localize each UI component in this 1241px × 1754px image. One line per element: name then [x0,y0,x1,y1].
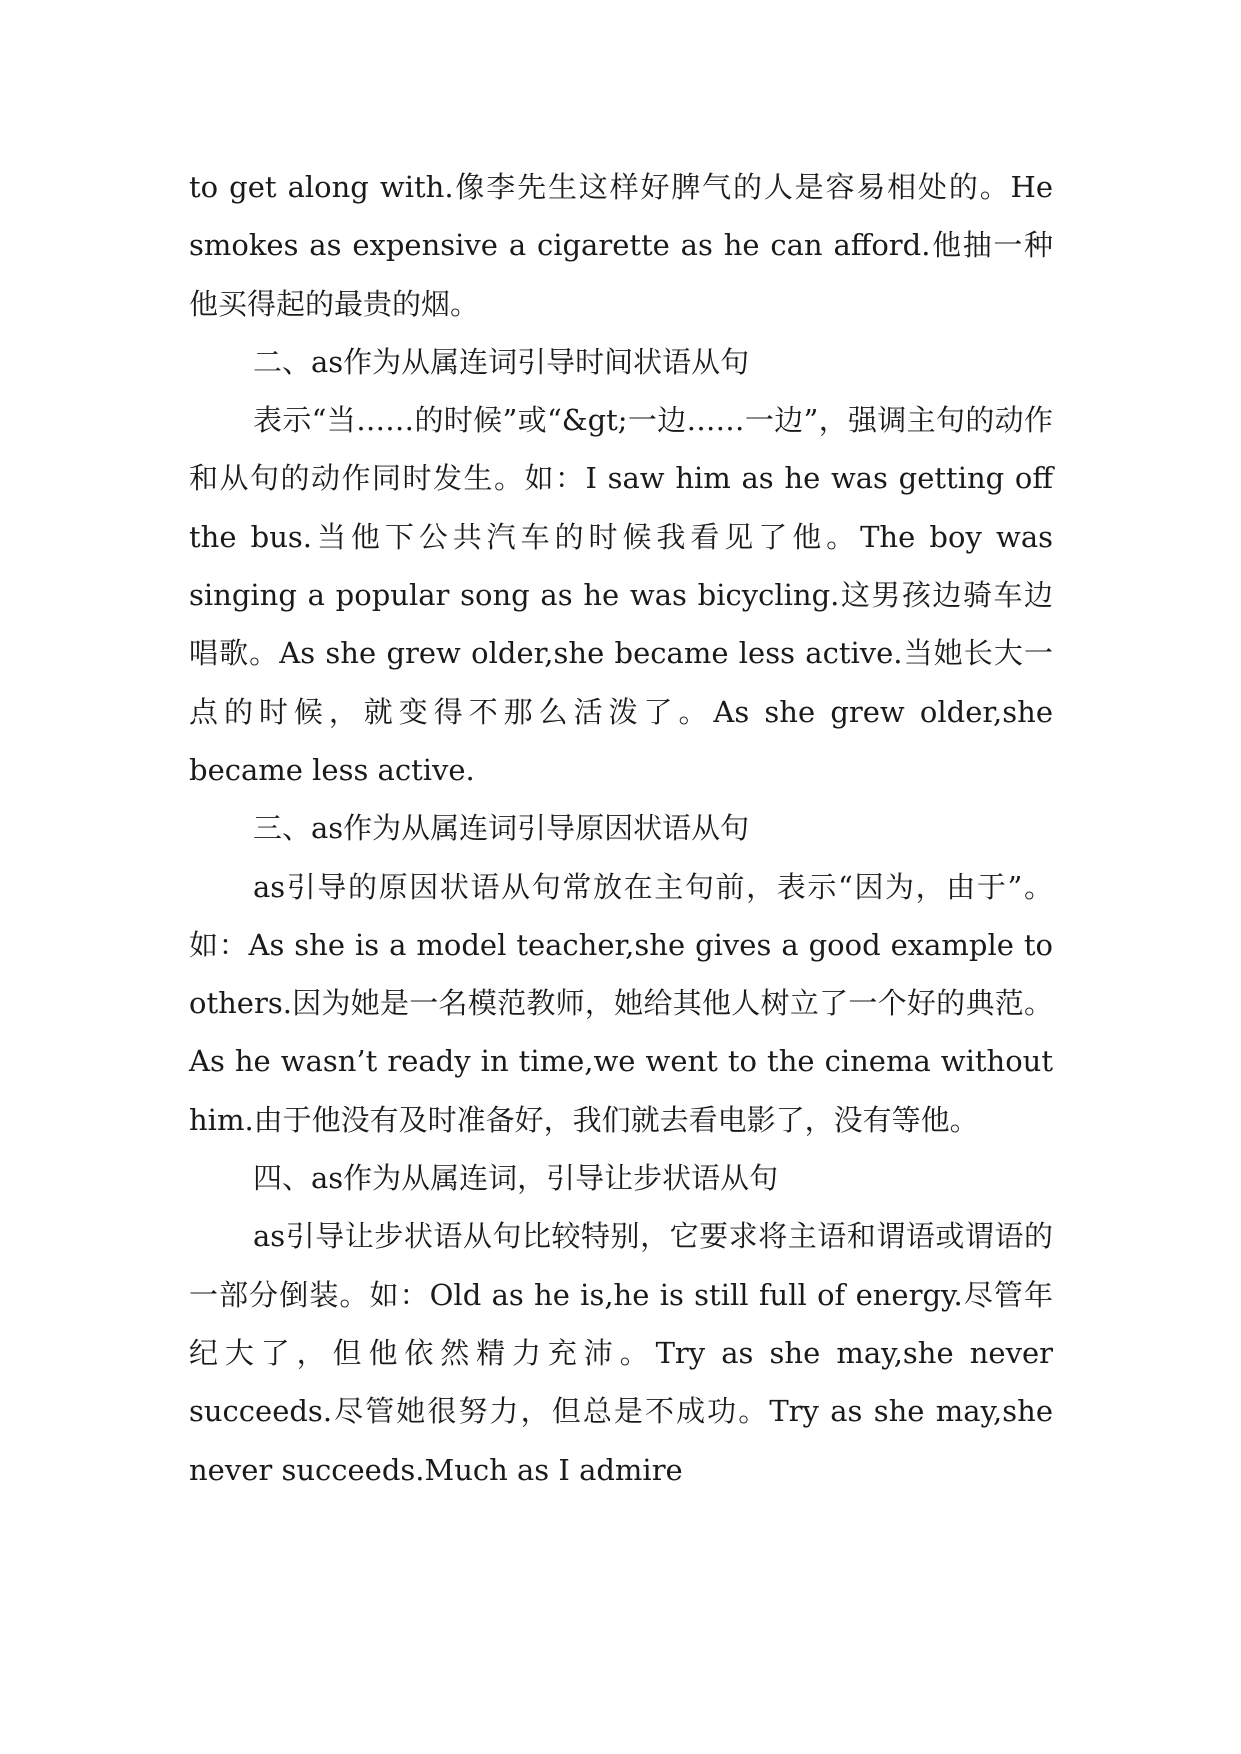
document-page [189,158,1053,1499]
section-heading-time-clause: 二、as作为从属连词引导时间状语从句 [253,344,750,379]
section-heading-reason-clause: 三、as作为从属连词引导原因状语从句 [253,811,750,846]
paragraph-time-clause: 表示“当……的时候”或“&gt;一边……一边”，强调主句的动作和从句的动作同时发生。如：I saw him as he was getting off the bus.当他下公共汽车的时候我看见了他。The boy was singing a popular song as he was bicycling.这男孩边骑车边唱歌。As she grew older,she became less active.当她长大一点的时候，就变得不那么活泼了。As she grew older,she became less active. [189,403,1053,787]
paragraph-reason-clause: as引导的原因状语从句常放在主句前，表示“因为，由于”。如：As she is a model teacher,she gives a good example to others.因为她是一名模范教师，她给其他人树立了一个好的典范。As he wasn’t ready in time,we went to the cinema without him.由于他没有及时准备好，我们就去看电影了，没有等他。 [189,869,1053,1137]
paragraph-concession-clause: as引导让步状语从句比较特别，它要求将主语和谓语或谓语的一部分倒装。如：Old as he is,he is still full of energy.尽管年纪大了，但他依然精力充沛。Try as she may,she never succeeds.尽管她很努力，但总是不成功。Try as she may,she never succeeds.Much as I admire [189,1219,1053,1487]
section-heading-concession-clause: 四、as作为从属连词，引导让步状语从句 [253,1161,779,1196]
paragraph-continued: to get along with.像李先生这样好脾气的人是容易相处的。He smokes as expensive a cigarette as he can afford.他抽一种他买得起的最贵的烟。 [189,170,1053,321]
